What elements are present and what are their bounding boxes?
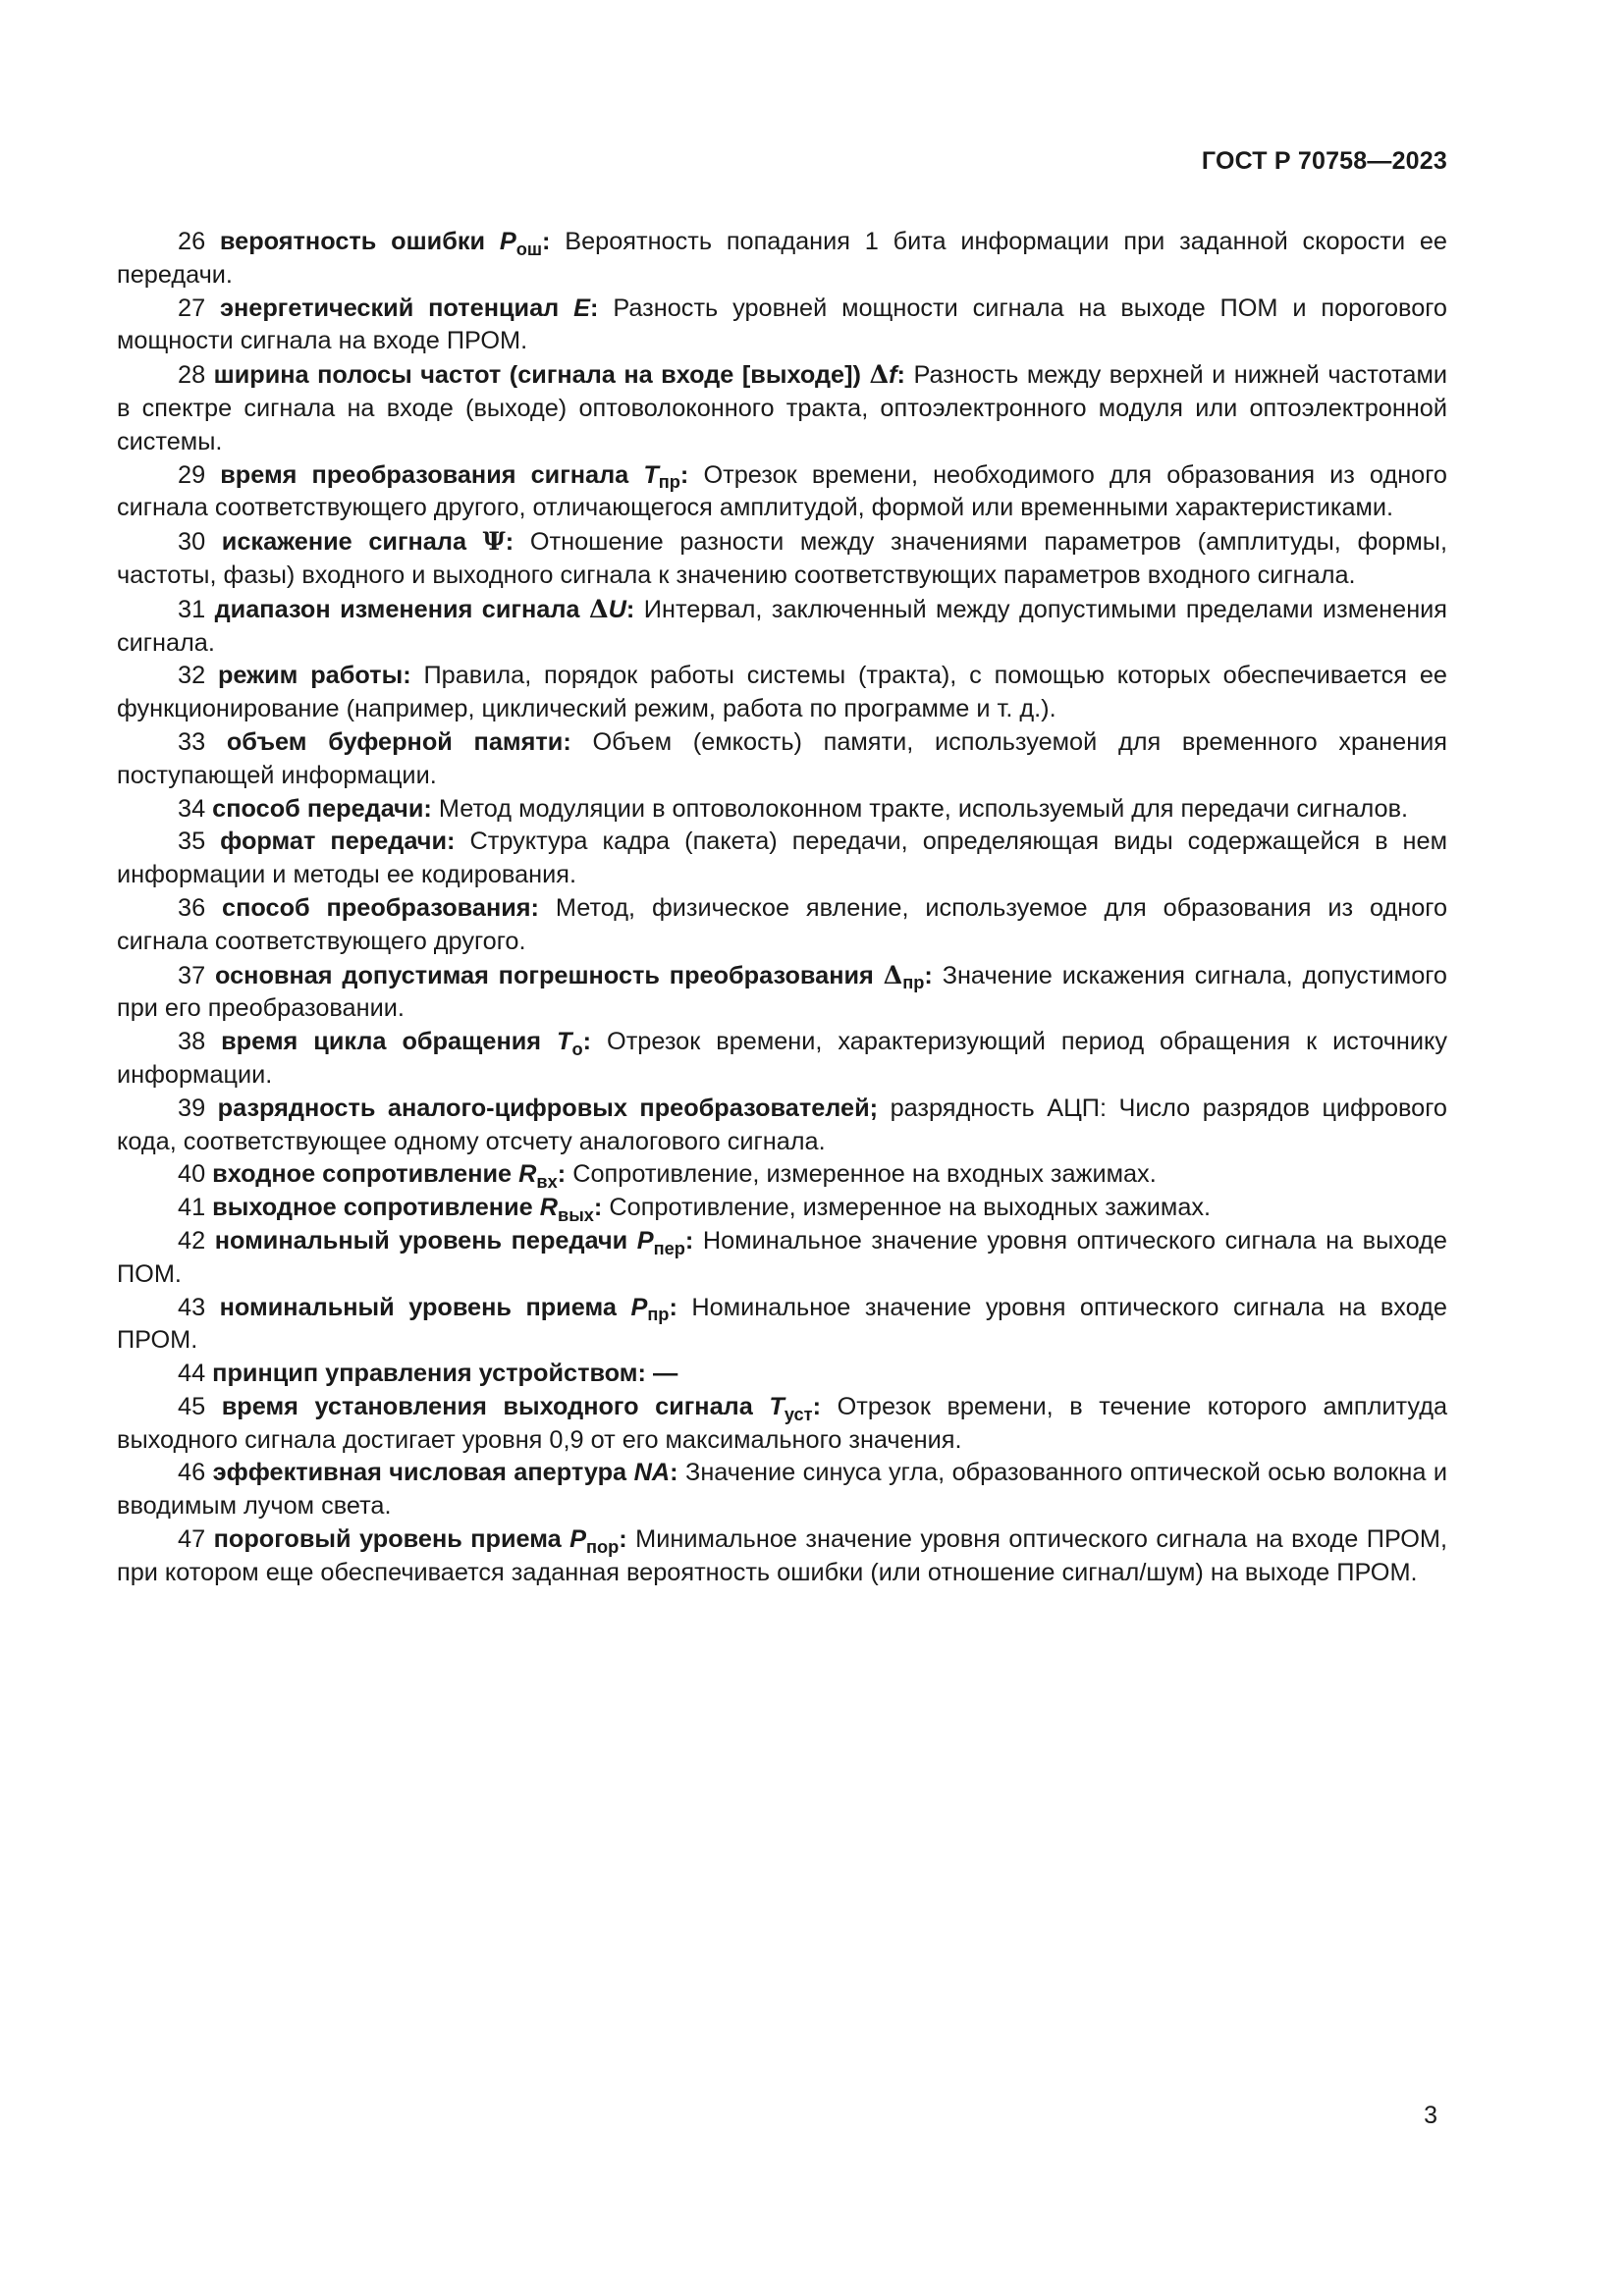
term-name: диапазон изменения сигнала	[214, 595, 580, 623]
entry-number: 47	[178, 1525, 206, 1554]
definition-text: Сопротивление, измеренное на выходных зажимах.	[609, 1194, 1212, 1222]
definition-text: Вероятность попадания 1 бита информации при заданной скорости ее передачи.	[117, 228, 1447, 289]
term-symbol: T	[557, 1028, 572, 1056]
definition-text: Минимальное значение уровня оптического сигнала на входе ПРОМ, при котором еще обеспечивается заданная вероятность ошибки (или отношение сигнал/шум) на выходе ПРОМ.	[117, 1525, 1448, 1586]
term-name: разрядность аналого-цифровых преобразователей;	[217, 1094, 879, 1122]
document-id-header: ГОСТ Р 70758—2023	[1201, 147, 1447, 175]
definition-entry	[117, 660, 1447, 726]
term-delimiter: :	[403, 662, 411, 690]
definition-entry	[117, 892, 1447, 959]
term-name: номинальный уровень приема	[219, 1293, 617, 1321]
term-delimiter: :	[590, 294, 599, 322]
term-symbol: R	[539, 1194, 559, 1222]
term-symbol-subscript: вых	[558, 1204, 594, 1225]
definition-text: Структура кадра (пакета) передачи, определяющая виды содержащейся в нем информации и методы ее кодирования.	[117, 828, 1447, 889]
definition-entry	[117, 793, 1447, 827]
definition-entry	[117, 293, 1447, 359]
definition-text: Отрезок времени, характеризующий период обращения к источнику информации.	[117, 1028, 1448, 1089]
term-symbol-subscript: о	[571, 1039, 583, 1059]
term-name: выходное сопротивление	[212, 1194, 533, 1222]
entry-number: 34	[178, 794, 206, 823]
entry-number: 46	[178, 1459, 206, 1487]
entry-number: 32	[178, 662, 206, 690]
entry-number: 36	[178, 893, 206, 922]
term-name: формат передачи	[220, 828, 448, 856]
definition-text: Отрезок времени, в течение которого амплитуда выходного сигнала достигает уровня 0,9 от его максимального значения.	[117, 1392, 1448, 1454]
entry-number: 35	[178, 828, 206, 856]
term-symbol: P	[636, 1226, 654, 1255]
entry-number: 31	[178, 595, 206, 623]
term-name: режим работы	[217, 662, 404, 690]
definition-text: Метод модуляции в оптоволоконном тракте, используемый для передачи сигналов.	[438, 794, 1409, 823]
definition-text: Значение синуса угла, образованного оптической осью волокна и вводимым лучом света.	[117, 1459, 1448, 1521]
entry-number: 33	[178, 727, 206, 756]
term-symbol: T	[769, 1392, 785, 1420]
definition-entry	[117, 1358, 1447, 1391]
definition-text: Объем (емкость) памяти, используемой для временного хранения поступающей информации.	[117, 727, 1448, 789]
definition-entry	[117, 826, 1447, 892]
term-symbol-subscript: пр	[902, 973, 925, 993]
term-name: эффективная числовая апертура	[212, 1459, 627, 1487]
term-delimiter: :	[423, 794, 432, 823]
term-delimiter: :	[812, 1392, 822, 1420]
page-number: 3	[1424, 2102, 1437, 2129]
definition-entry	[117, 1292, 1447, 1359]
definitions-list	[117, 226, 1447, 1590]
entry-number: 27	[178, 294, 206, 322]
term-symbol-subscript: вх	[536, 1172, 558, 1193]
term-symbol-subscript: ош	[515, 239, 542, 259]
definition-entry	[117, 1523, 1447, 1590]
term-delimiter: :	[530, 893, 539, 922]
entry-number: 29	[178, 460, 206, 489]
term-delimiter: :	[669, 1293, 677, 1321]
term-name: ширина полосы частот (сигнала на входе [выходе])	[213, 361, 861, 390]
term-symbol-subscript: пер	[653, 1238, 685, 1258]
entry-number: 42	[178, 1226, 206, 1255]
term-greek-symbol: Δ	[883, 959, 903, 989]
definition-entry	[117, 1093, 1447, 1159]
definition-entry	[117, 1457, 1447, 1523]
term-name: объем буферной памяти	[226, 727, 564, 756]
definition-text: Разность между верхней и нижней частотами в спектре сигнала на входе (выходе) оптоволоконного тракта, оптоэлектронного модуля или оптоэлектронной системы.	[117, 361, 1447, 455]
entry-number: 45	[178, 1392, 206, 1420]
term-symbol: R	[518, 1160, 537, 1189]
definition-entry	[117, 959, 1447, 1027]
term-delimiter: :	[684, 1226, 694, 1255]
entry-number: 43	[178, 1293, 206, 1321]
term-delimiter: :	[557, 1160, 567, 1189]
term-delimiter: :	[505, 528, 514, 557]
definition-text: Номинальное значение уровня оптического сигнала на выходе ПОМ.	[117, 1226, 1447, 1288]
term-name: номинальный уровень передачи	[214, 1226, 628, 1255]
term-name: пороговый уровень приема	[213, 1525, 562, 1554]
term-name: искажение сигнала	[221, 528, 467, 557]
definition-entry	[117, 1391, 1447, 1458]
term-name: принцип управления устройством	[212, 1360, 638, 1388]
term-greek-symbol: Δ	[869, 359, 890, 390]
term-delimiter: : —	[637, 1360, 678, 1388]
term-symbol: NA	[633, 1459, 671, 1487]
entry-number: 44	[178, 1360, 206, 1388]
term-delimiter: :	[679, 460, 689, 489]
term-symbol: E	[573, 294, 591, 322]
definition-entry	[117, 1026, 1447, 1093]
term-greek-symbol: Ψ	[482, 526, 506, 557]
term-name: время цикла обращения	[221, 1028, 542, 1056]
entry-number: 26	[178, 228, 206, 255]
definition-entry	[117, 1192, 1447, 1225]
term-name: способ преобразования	[222, 893, 531, 922]
term-name: основная допустимая погрешность преобразования	[214, 961, 874, 989]
term-symbol: P	[630, 1293, 648, 1321]
entry-number: 41	[178, 1194, 206, 1222]
entry-number: 30	[178, 528, 206, 557]
definition-entry	[117, 593, 1447, 661]
term-symbol: T	[643, 460, 659, 489]
definition-entry	[117, 1158, 1447, 1192]
definition-entry	[117, 226, 1447, 293]
definition-text: Значение искажения сигнала, допустимого при его преобразовании.	[117, 961, 1448, 1023]
term-delimiter: :	[924, 961, 933, 989]
term-symbol-subscript: пор	[586, 1536, 620, 1557]
term-delimiter: :	[896, 361, 905, 390]
term-name: энергетический потенциал	[220, 294, 560, 322]
entry-number: 37	[178, 961, 206, 989]
term-name: время преобразования сигнала	[220, 460, 629, 489]
definition-text: Интервал, заключенный между допустимыми пределами изменения сигнала.	[117, 595, 1448, 657]
definition-entry	[117, 358, 1447, 458]
definition-text: Метод, физическое явление, используемое для образования из одного сигнала соответствующего другого.	[117, 893, 1448, 955]
entry-number: 40	[178, 1160, 206, 1189]
definition-text: Номинальное значение уровня оптического сигнала на входе ПРОМ.	[117, 1293, 1448, 1355]
definition-entry	[117, 1225, 1447, 1292]
term-name: время установления выходного сигнала	[221, 1392, 753, 1420]
term-symbol-subscript: уст	[784, 1404, 813, 1424]
entry-number: 28	[178, 361, 206, 390]
definition-entry	[117, 525, 1447, 593]
term-delimiter: :	[563, 727, 571, 756]
definition-text: разрядность АЦП: Число разрядов цифрового кода, соответствующее одному отсчету аналогового сигнала.	[117, 1094, 1447, 1155]
definition-text: Отношение разности между значениями параметров (амплитуды, формы, частоты, фазы) входного и выходного сигнала к значению соответствующих параметров входного сигнала.	[117, 528, 1448, 589]
definition-text: Отрезок времени, необходимого для образования из одного сигнала соответствующего другого, отличающегося амплитудой, формой или временными характеристиками.	[117, 460, 1447, 522]
entry-number: 39	[178, 1094, 206, 1122]
term-delimiter: :	[447, 828, 456, 856]
definition-text: Сопротивление, измеренное на входных зажимах.	[572, 1160, 1157, 1189]
term-greek-symbol: Δ	[588, 593, 609, 623]
definition-entry	[117, 459, 1447, 526]
term-symbol: U	[608, 595, 626, 623]
term-name: входное сопротивление	[212, 1160, 513, 1189]
term-symbol: P	[569, 1525, 587, 1554]
term-symbol: f	[889, 361, 897, 390]
term-symbol-subscript: пр	[647, 1305, 670, 1325]
definition-entry	[117, 726, 1447, 793]
term-delimiter: :	[582, 1028, 592, 1056]
term-delimiter: :	[619, 1525, 627, 1554]
term-symbol: P	[499, 228, 516, 255]
entry-number: 38	[178, 1028, 206, 1056]
term-delimiter: :	[670, 1459, 678, 1487]
definition-text: Разность уровней мощности сигнала на выходе ПОМ и порогового мощности сигнала на входе ПРОМ.	[117, 294, 1448, 355]
term-delimiter: :	[593, 1194, 603, 1222]
definition-text: Правила, порядок работы системы (тракта), с помощью которых обеспечивается ее функционирование (например, циклический режим, работа по программе и т. д.).	[117, 662, 1447, 723]
term-name: вероятность ошибки	[219, 228, 486, 255]
term-name: способ передачи	[212, 794, 424, 823]
term-symbol-subscript: пр	[658, 472, 680, 493]
term-delimiter: :	[542, 228, 551, 255]
term-delimiter: :	[625, 595, 635, 623]
